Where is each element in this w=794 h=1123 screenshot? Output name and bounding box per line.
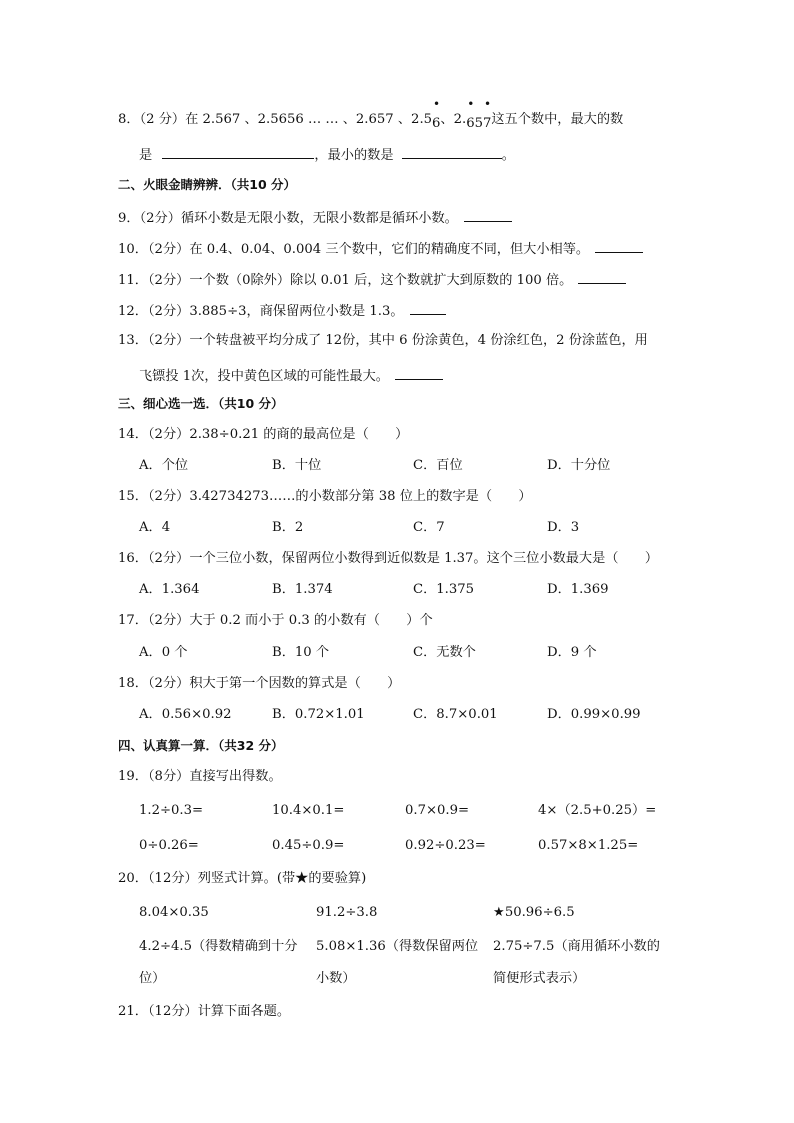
question-17: 17．（2分）大于 0.2 而小于 0.3 的小数有（ ）个 <box>118 613 433 628</box>
option-a[interactable]: A．1.364 <box>139 582 200 597</box>
question-10: 10．（2分）在 0.4、0.04、0.004 三个数中，它们的精确度不同，但大小相等。 <box>118 239 643 259</box>
question-19: 19．（8分）直接写出得数。 <box>118 769 282 784</box>
repeating-digit: • 6 <box>466 97 475 131</box>
question-18: 18．（2分）积大于第一个因数的算式是（ ） <box>118 676 401 691</box>
question-21: 21．（12分）计算下面各题。 <box>118 1004 291 1019</box>
option-a[interactable]: A．0 个 <box>139 645 188 660</box>
answer-blank[interactable] <box>395 366 443 380</box>
repeat-dot-icon: • <box>483 97 492 111</box>
calc-item: 8.04×0.35 <box>139 905 209 920</box>
option-d[interactable]: D．1.369 <box>547 582 609 597</box>
question-11: 11．（2分）一个数（0除外）除以 0.01 后，这个数就扩大到原数的 100 倍。 <box>118 270 626 290</box>
option-b[interactable]: B．1.374 <box>272 582 333 597</box>
question-13-line2: 飞镖投 1次，投中黄色区域的可能性最大。 <box>139 366 443 386</box>
question-8-suffix: 这五个数中，最大的数 <box>491 112 624 127</box>
calc-item: 5.08×1.36（得数保留两位 <box>316 939 479 954</box>
answer-blank[interactable] <box>410 301 446 315</box>
option-d[interactable]: D．9 个 <box>547 645 597 660</box>
option-d[interactable]: D．0.99×0.99 <box>547 707 641 722</box>
section-4-title: 四、认真算一算．（共32 分） <box>118 738 284 753</box>
calc-item: 0.57×8×1.25= <box>538 838 639 853</box>
calc-item: 0.92÷0.23= <box>405 838 486 853</box>
question-20: 20．（12分）列竖式计算。(带★的要验算) <box>118 871 367 886</box>
option-a[interactable]: A．个位 <box>139 458 189 473</box>
calc-item-note: 位） <box>139 971 166 986</box>
calc-item: 0.45÷0.9= <box>272 838 345 853</box>
option-b[interactable]: B．十位 <box>272 458 322 473</box>
question-9: 9．（2分）循环小数是无限小数，无限小数都是循环小数。 <box>118 208 512 228</box>
answer-blank[interactable] <box>578 270 626 284</box>
question-8-line2: 是 ，最小的数是 。 <box>139 145 515 165</box>
option-b[interactable]: B．0.72×1.01 <box>272 707 365 722</box>
calc-item: 91.2÷3.8 <box>316 905 378 920</box>
repeat-dot-icon: • <box>433 97 441 111</box>
question-16: 16．（2分）一个三位小数，保留两位小数得到近似数是 1.37。这个三位小数最大是（ ） <box>118 551 659 566</box>
answer-blank[interactable] <box>464 208 512 222</box>
calc-item-note: 小数） <box>316 971 356 986</box>
answer-blank-max[interactable] <box>162 145 314 159</box>
option-a[interactable]: A．0.56×0.92 <box>139 707 232 722</box>
option-c[interactable]: C．无数个 <box>413 645 476 660</box>
repeating-digit: • 6 <box>432 97 441 131</box>
calc-item: ★50.96÷6.5 <box>493 905 575 920</box>
question-15: 15．（2分）3.42734273……的小数部分第 38 位上的数字是（ ） <box>118 489 532 504</box>
question-8-prefix: 8．（2 分）在 2.567 、2.5656 … … 、2.657 、2.5 <box>118 112 433 127</box>
answer-blank-min[interactable] <box>402 145 502 159</box>
option-c[interactable]: C．1.375 <box>413 582 475 597</box>
option-c[interactable]: C．7 <box>413 520 445 535</box>
option-c[interactable]: C．8.7×0.01 <box>413 707 498 722</box>
calc-item: 0.7×0.9= <box>405 803 470 818</box>
question-14: 14．（2分）2.38÷0.21 的商的最高位是（ ） <box>118 427 409 442</box>
calc-item: 10.4×0.1= <box>272 803 345 818</box>
calc-item-note: 简便形式表示） <box>493 971 586 986</box>
section-2-title: 二、火眼金睛辨辨．（共10 分） <box>118 177 296 192</box>
question-8-line1: 8．（2 分）在 2.567 、2.5656 … … 、2.657 、2.5 • 6、2. • 65 • 7这五个数中，最大的数 <box>118 97 624 131</box>
calc-item: 4×（2.5+0.25）= <box>538 803 657 818</box>
option-d[interactable]: D．3 <box>547 520 580 535</box>
repeating-digit: • 7 <box>482 97 492 131</box>
question-13-line1: 13．（2分）一个转盘被平均分成了 12份，其中 6 份涂黄色，4 份涂红色，2 份涂蓝色，用 <box>118 333 648 348</box>
answer-blank[interactable] <box>595 239 643 253</box>
section-3-title: 三、细心选一选．（共10 分） <box>118 396 284 411</box>
option-c[interactable]: C．百位 <box>413 458 463 473</box>
calc-item: 1.2÷0.3= <box>139 803 204 818</box>
calc-item: 2.75÷7.5（商用循环小数的 <box>493 939 660 954</box>
calc-item: 0÷0.26= <box>139 838 199 853</box>
option-b[interactable]: B．2 <box>272 520 304 535</box>
option-a[interactable]: A．4 <box>139 520 171 535</box>
option-b[interactable]: B．10 个 <box>272 645 330 660</box>
repeat-dot-icon: • <box>467 97 475 111</box>
calc-item: 4.2÷4.5（得数精确到十分 <box>139 939 298 954</box>
option-d[interactable]: D．十分位 <box>547 458 611 473</box>
question-12: 12．（2分）3.885÷3，商保留两位小数是 1.3。 <box>118 301 446 321</box>
